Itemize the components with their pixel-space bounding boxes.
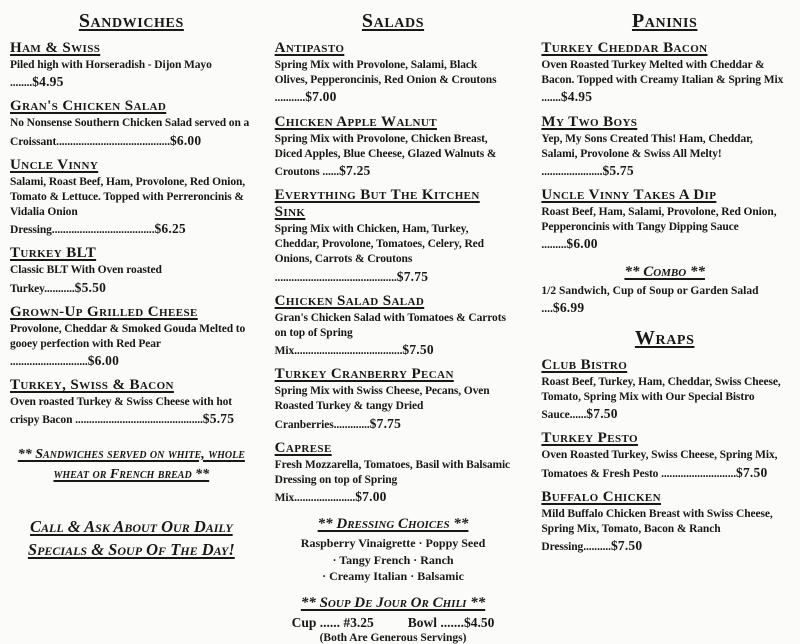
item-name: Chicken Salad Salad	[274, 292, 425, 309]
item-name: My Two Boys	[541, 113, 638, 130]
dressing-choices-title: ** Dressing Choices **	[317, 516, 469, 533]
item-price: $6.00	[566, 236, 598, 252]
dressing-line: · Creamy Italian · Balsamic	[322, 569, 464, 584]
item-desc-text: Spring Mix with Chicken, Ham, Turkey, Cheddar, Provolone, Tomatoes, Celery, Red Onions, Carrots & Croutons ............................................	[274, 223, 484, 284]
item-turkey-cheddar-bacon	[541, 40, 788, 107]
item-name: Gran's Chicken Salad	[10, 98, 167, 115]
item-name: Caprese	[274, 439, 332, 456]
item-description	[275, 458, 512, 507]
item-uncle-vinny	[10, 157, 253, 239]
item-name: Chicken Apple Walnut	[274, 113, 437, 130]
item-price: $6.25	[154, 221, 186, 237]
item-price: $5.75	[602, 162, 634, 178]
item-price: $7.50	[586, 406, 618, 422]
item-name: Turkey Pesto	[541, 430, 638, 447]
item-desc-text: Yep, My Sons Created This! Ham, Cheddar, Salami, Provolone & Swiss All Melty! ......................	[541, 132, 753, 178]
daily-specials-note: Call & Ask About Our Daily Specials & Soup Of The Day!	[27, 517, 235, 560]
item-turkey-blt	[10, 245, 253, 296]
item-price: $7.00	[305, 89, 337, 105]
item-name: Everything But The Kitchen Sink	[274, 187, 480, 221]
item-price: $4.95	[32, 74, 64, 90]
soup-note: (Both Are Generous Servings)	[319, 632, 467, 644]
item-chicken-apple-walnut	[275, 114, 512, 181]
item-description	[541, 375, 788, 424]
item-description	[10, 395, 253, 428]
item-chicken-salad-salad	[275, 293, 512, 360]
dressing-line: Raspberry Vinaigrette · Poppy Seed	[300, 536, 486, 551]
column-salads	[275, 8, 512, 644]
item-ham-swiss	[10, 40, 253, 91]
item-name: Buffalo Chicken	[541, 488, 661, 505]
item-caprese	[275, 440, 512, 507]
item-buffalo-chicken	[541, 489, 788, 556]
item-description	[541, 448, 788, 481]
item-desc-text: Oven Roasted Turkey Melted with Cheddar & Bacon. Topped with Creamy Italian & Spring Mix .......	[541, 59, 784, 105]
combo-section	[541, 264, 788, 317]
soup-cup-price: Cup ...... #3.25	[291, 615, 374, 631]
item-price: $7.50	[402, 342, 434, 358]
combo-title: ** Combo **	[624, 263, 705, 280]
item-desc-text: Classic BLT With Oven roasted Turkey...........	[10, 264, 162, 295]
item-name: Turkey, Swiss & Bacon	[10, 377, 174, 394]
item-grown-up-grilled-cheese	[10, 304, 253, 371]
item-desc-text: Salami, Roast Beef, Ham, Provolone, Red Onion, Tomato & Lettuce. Topped with Perreroncinis & Vidalia Onion Dressing.....................................	[10, 175, 246, 237]
item-desc-text: Spring Mix with Provolone, Chicken Breast, Diced Apples, Blue Cheese, Glazed Walnuts & Croutons ......	[274, 132, 497, 178]
bread-note: ** Sandwiches served on white, whole wheat or French bread **	[17, 446, 245, 482]
item-description	[541, 507, 788, 556]
item-name: Ham & Swiss	[10, 40, 101, 56]
item-name: Grown-Up Grilled Cheese	[10, 303, 198, 320]
item-desc-text: Fresh Mozzarella, Tomatoes, Basil with Balsamic Dressing on top of Spring Mix......................	[274, 458, 511, 505]
item-price: $7.25	[339, 162, 371, 178]
item-desc-text: Spring Mix with Swiss Cheese, Pecans, Oven Roasted Turkey & tangy Dried Cranberries.............	[274, 385, 490, 431]
item-price: $7.00	[355, 489, 387, 505]
item-description	[541, 132, 788, 181]
wraps-title: Wraps	[634, 326, 695, 349]
item-desc-text: Piled high with Horseradish - Dijon Mayo ........	[10, 59, 212, 90]
item-desc-text: Provolone, Cheddar & Smoked Gouda Melted to gooey perfection with Red Pear ............................	[10, 322, 246, 369]
item-desc-text: Oven Roasted Turkey, Swiss Cheese, Spring Mix, Tomatoes & Fresh Pesto ...........................	[541, 449, 778, 480]
item-club-bistro	[541, 357, 788, 424]
paninis-title: Paninis	[631, 10, 698, 32]
item-name: Uncle Vinny	[10, 156, 99, 173]
item-everything-but-kitchen-sink	[275, 187, 512, 286]
item-price: $6.00	[87, 353, 120, 369]
item-price: $6.00	[169, 132, 202, 148]
column-paninis-wraps	[541, 8, 788, 644]
soup-bowl-price: Bowl .......$4.50	[407, 615, 495, 631]
item-desc-text: Mild Buffalo Chicken Breast with Swiss Cheese, Spring Mix, Tomato, Bacon & Ranch Dressing..........	[541, 507, 773, 554]
item-price: $5.50	[74, 279, 107, 295]
item-description	[10, 322, 253, 371]
item-price: $7.50	[736, 464, 768, 480]
item-description	[541, 58, 788, 107]
item-price: $4.95	[560, 89, 593, 105]
item-desc-text: No Nonsense Southern Chicken Salad served on a Croissant.........................................	[10, 117, 250, 148]
item-turkey-swiss-bacon	[10, 377, 253, 428]
item-desc-text: Oven roasted Turkey & Swiss Cheese with hot crispy Bacon ..............................................	[10, 396, 232, 427]
combo-desc-text: 1/2 Sandwich, Cup of Soup or Garden Salad ....	[541, 284, 759, 315]
soup-prices	[275, 615, 512, 631]
item-name: Turkey BLT	[10, 245, 97, 262]
item-description	[275, 222, 512, 286]
item-name: Uncle Vinny Takes A Dip	[541, 187, 717, 204]
item-desc-text: Gran's Chicken Salad with Tomatoes & Carrots on top of Spring Mix.......................................	[274, 311, 506, 358]
column-sandwiches	[10, 8, 253, 644]
item-name: Club Bistro	[541, 356, 628, 373]
item-description	[275, 384, 512, 433]
item-description	[275, 58, 512, 107]
soup-title: ** Soup De Jour Or Chili **	[300, 595, 486, 612]
item-turkey-pesto	[541, 430, 788, 481]
item-antipasto	[275, 40, 512, 107]
dressing-choices-section	[275, 516, 512, 585]
item-description	[541, 205, 788, 254]
item-description	[10, 58, 253, 91]
item-price: $7.75	[369, 415, 402, 431]
salads-title: Salads	[361, 10, 425, 32]
item-grans-chicken-salad	[10, 98, 253, 149]
item-name: Antipasto	[274, 40, 345, 56]
item-turkey-cranberry-pecan	[275, 366, 512, 433]
item-desc-text: Spring Mix with Provolone, Salami, Black Olives, Pepperoncinis, Red Onion & Croutons ...........	[274, 59, 497, 105]
item-name: Turkey Cranberry Pecan	[274, 366, 454, 383]
item-description	[10, 116, 253, 149]
item-price: $7.50	[610, 538, 643, 554]
item-description	[10, 263, 253, 296]
sandwiches-title: Sandwiches	[78, 10, 184, 32]
item-price: $7.75	[396, 268, 429, 284]
dressing-line: · Tangy French · Ranch	[332, 552, 454, 567]
item-desc-text: Roast Beef, Turkey, Ham, Cheddar, Swiss Cheese, Tomato, Spring Mix with Our Special Bistro Sauce......	[541, 375, 781, 422]
soup-section	[275, 595, 512, 644]
combo-description	[541, 284, 788, 317]
item-description	[10, 175, 253, 239]
item-uncle-vinny-takes-a-dip	[541, 187, 788, 254]
combo-price: $6.99	[552, 299, 585, 315]
item-desc-text: Roast Beef, Ham, Salami, Provolone, Red Onion, Pepperoncinis with Tangy Dipping Sauce .........	[541, 206, 777, 252]
item-my-two-boys	[541, 114, 788, 181]
item-price: $5.75	[202, 411, 235, 427]
item-description	[275, 132, 512, 181]
item-name: Turkey Cheddar Bacon	[541, 40, 708, 56]
item-description	[275, 311, 512, 360]
